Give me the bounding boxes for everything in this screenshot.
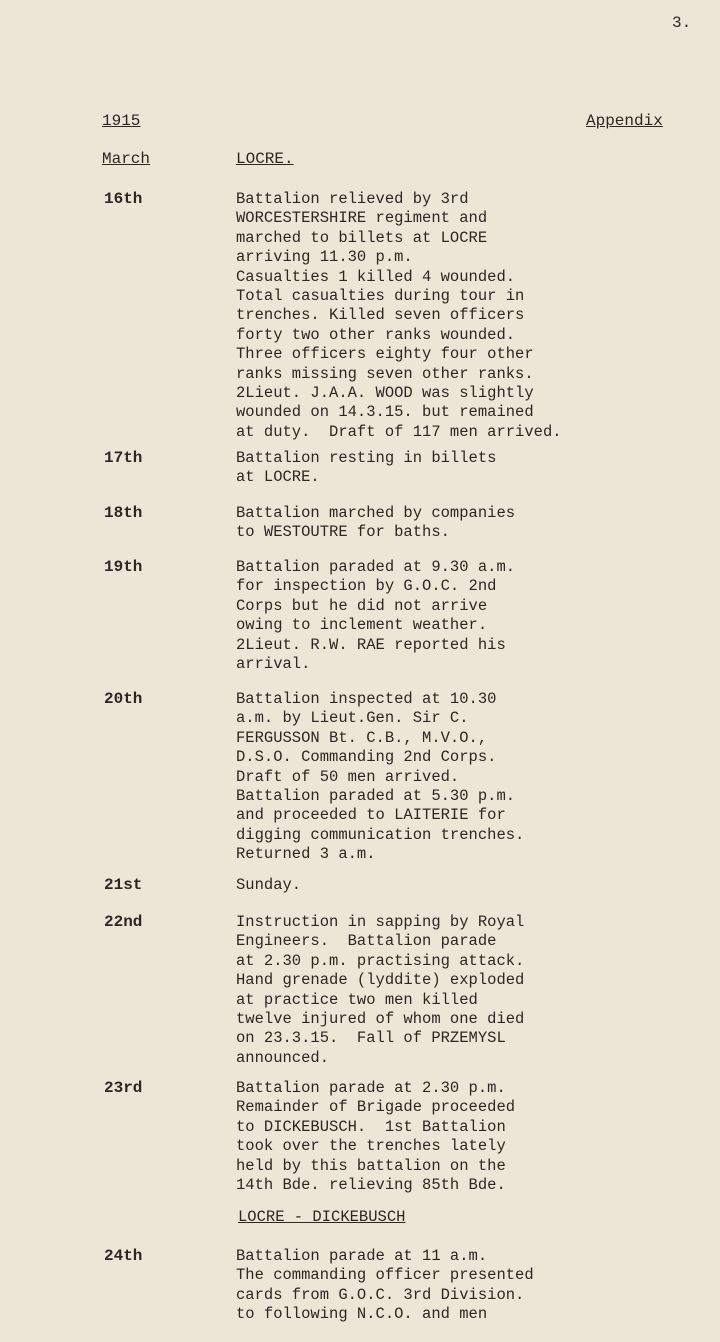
entry-date: 24th [104, 1247, 143, 1265]
entry-text: Instruction in sapping by Royal Engineers. Battalion parade at 2.30 p.m. practising attack. Hand grenade (lyddite) exploded at practice two men killed twelve injured of whom one died on 23.3.15. Fall of PRZEMYSL announced. [236, 913, 525, 1067]
month-heading: March [102, 150, 151, 168]
entry-text: Battalion inspected at 10.30 a.m. by Lieut.Gen. Sir C. FERGUSSON Bt. C.B., M.V.O., D.S.O. Commanding 2nd Corps. Draft of 50 men arrived. Battalion paraded at 5.30 p.m. and proceeded to LAITERIE for digging communication trenches. Returned 3 a.m. [236, 690, 525, 864]
entry-text: Battalion parade at 11 a.m. The commanding officer presented cards from G.O.C. 3rd Division. to following N.C.O. and men [236, 1247, 534, 1324]
entry-text: Battalion parade at 2.30 p.m. Remainder of Brigade proceeded to DICKEBUSCH. 1st Battalion took over the trenches lately held by this battalion on the 14th Bde. relieving 85th Bde. [236, 1079, 516, 1195]
appendix-heading: Appendix [586, 112, 663, 130]
entry-text: Sunday. [236, 876, 302, 894]
entry-date: 20th [104, 690, 143, 708]
entry-text: Battalion relieved by 3rd WORCESTERSHIRE regiment and marched to billets at LOCRE arriving 11.30 p.m. Casualties 1 killed 4 wounded. Total casualties during tour in trenches. Killed seven officers forty two other ranks wounded. Three officers eighty four other ranks missing seven other ranks. 2Lieut. J.A.A. WOOD was slightly wounded on 14.3.15. but remained at duty. Draft of 117 men arrived. [236, 190, 562, 441]
entry-date: 16th [104, 190, 143, 208]
entry-date: 21st [104, 876, 143, 894]
entry-text: Battalion marched by companies to WESTOUTRE for baths. [236, 504, 516, 542]
page-number: 3. [672, 14, 692, 32]
entry-text: Battalion paraded at 9.30 a.m. for inspection by G.O.C. 2nd Corps but he did not arrive owing to inclement weather. 2Lieut. R.W. RAE reported his arrival. [236, 558, 516, 674]
entry-text: Battalion resting in billets at LOCRE. [236, 449, 497, 487]
year-heading: 1915 [102, 112, 141, 130]
entry-date: 17th [104, 449, 143, 467]
location-heading: LOCRE. [236, 150, 294, 168]
entry-date: 19th [104, 558, 143, 576]
sub-location-heading: LOCRE - DICKEBUSCH [238, 1208, 406, 1226]
entry-date: 22nd [104, 913, 143, 931]
entry-date: 23rd [104, 1079, 143, 1097]
entry-date: 18th [104, 504, 143, 522]
